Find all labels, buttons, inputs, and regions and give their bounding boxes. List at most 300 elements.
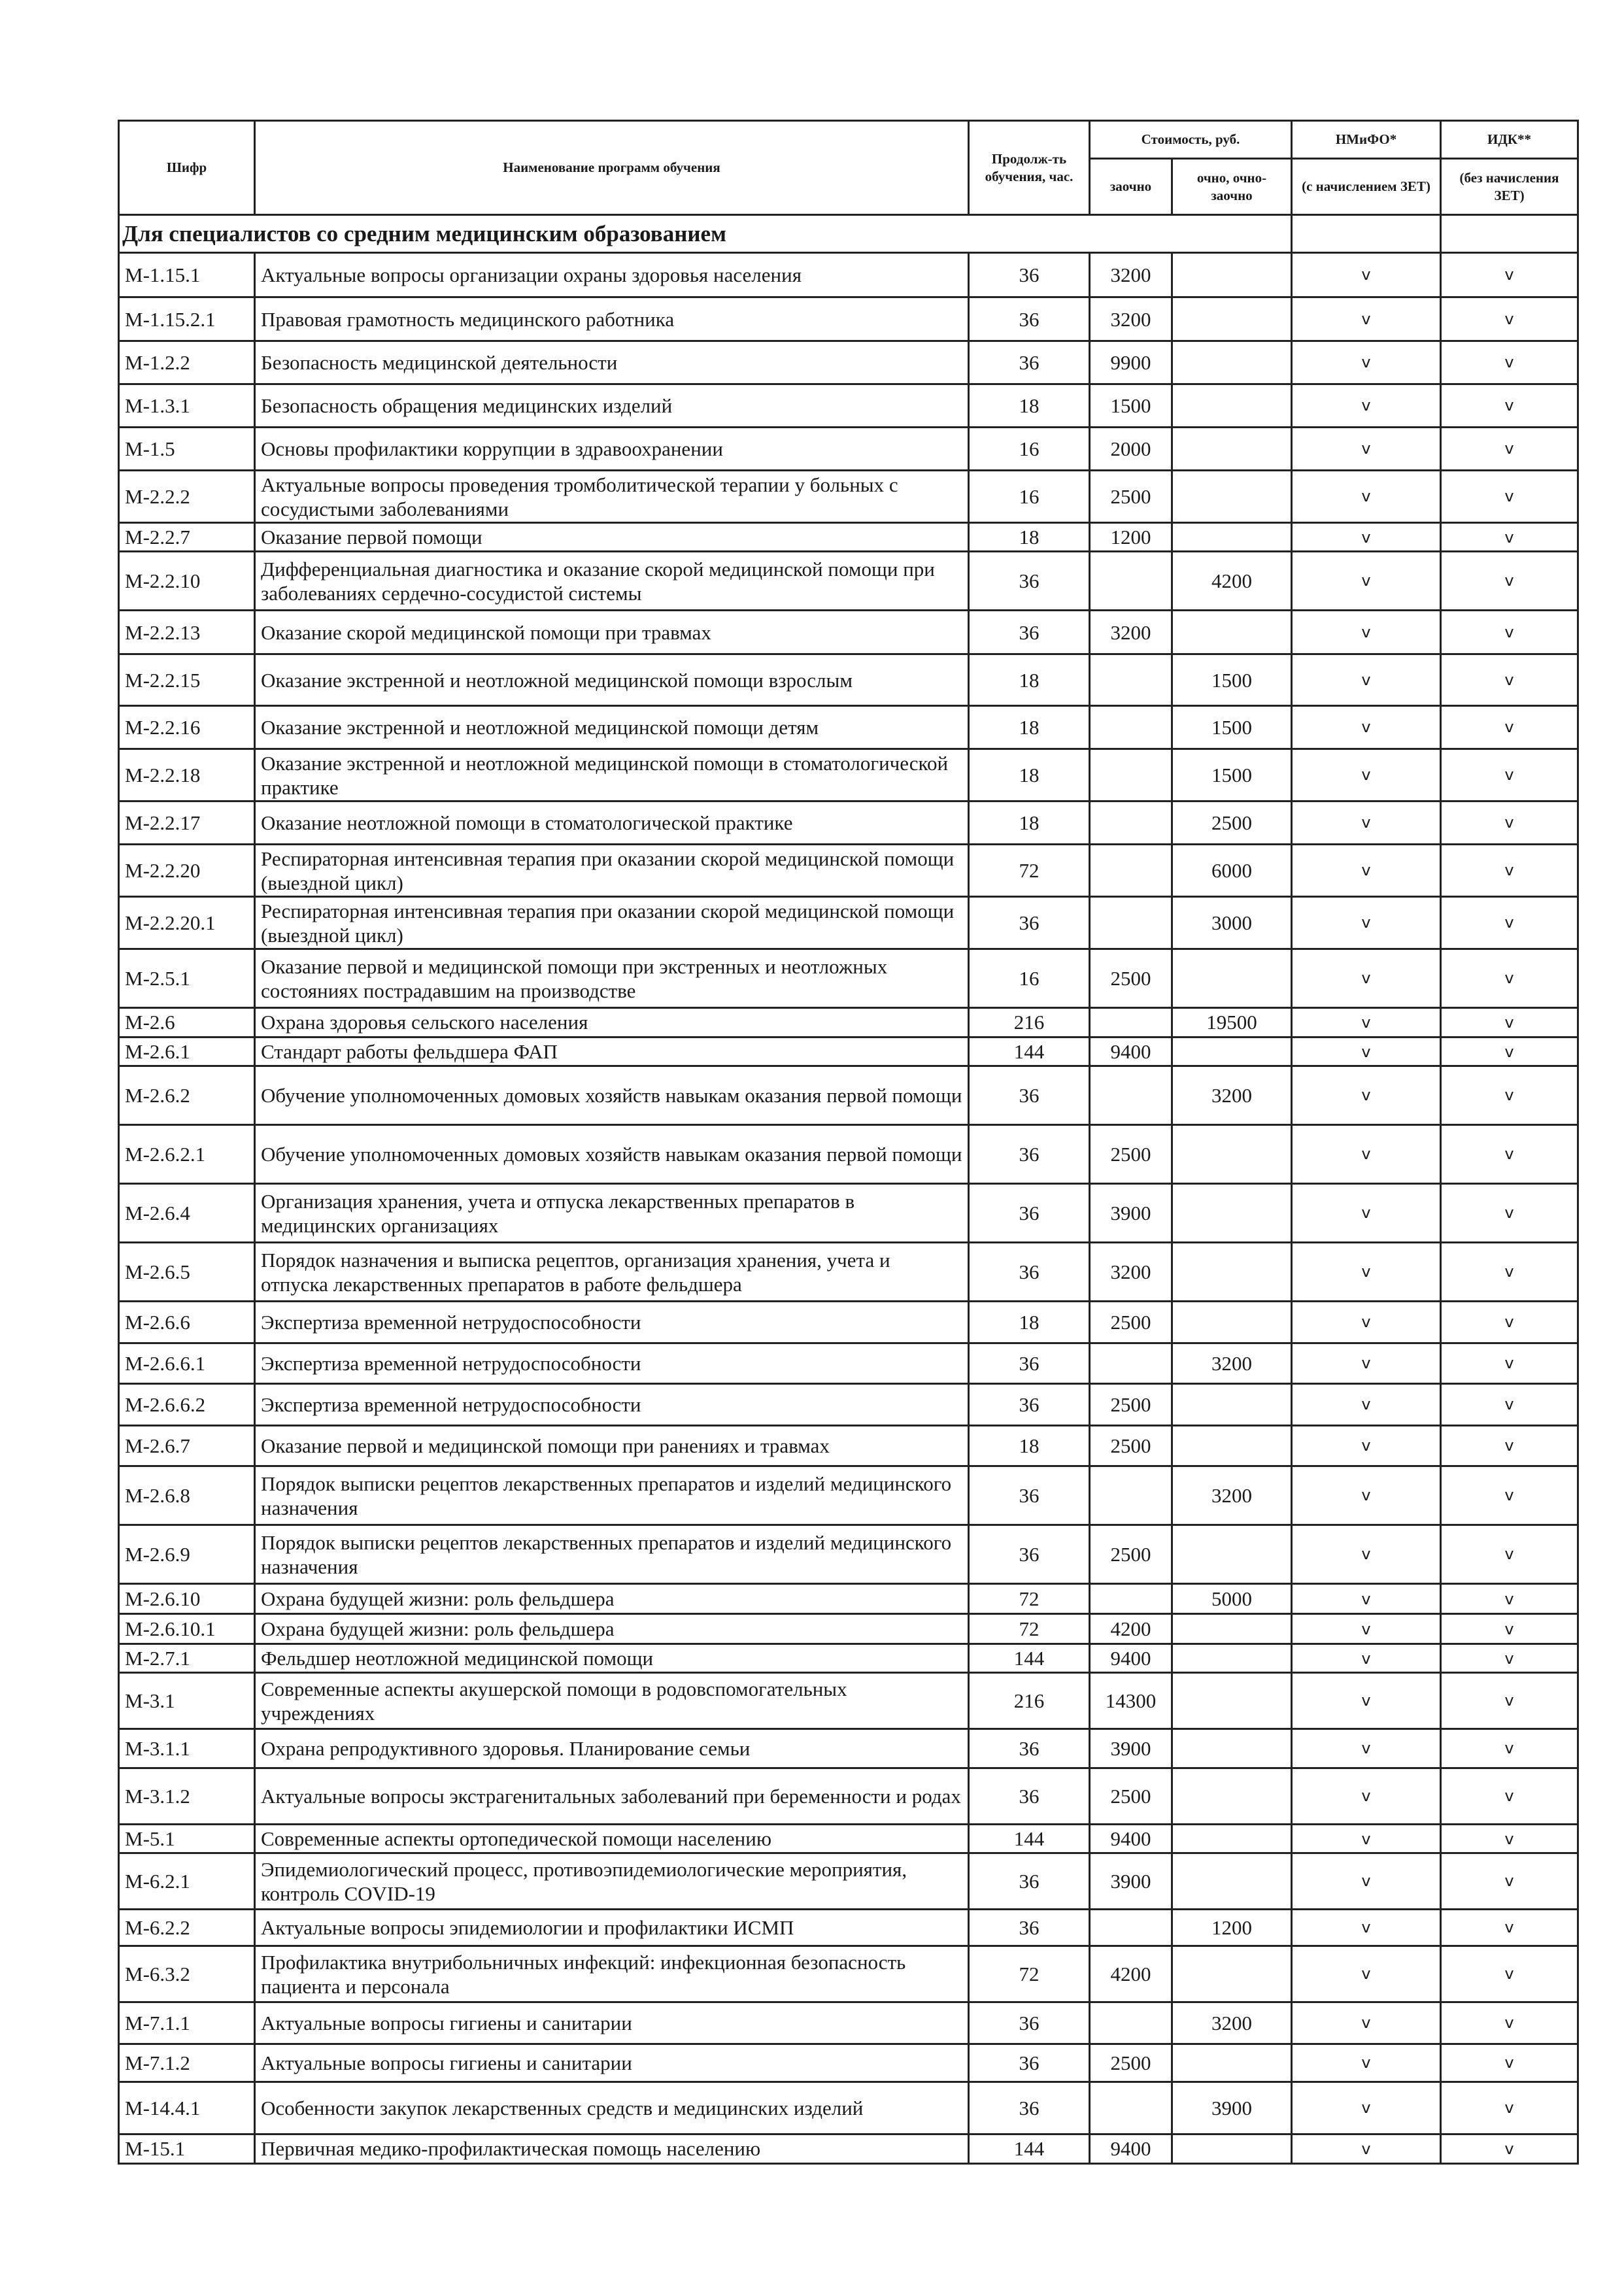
nmifo-check-mark: v [1292,1466,1441,1525]
table-row [119,1946,1578,2002]
nmifo-check-mark: v [1292,2082,1441,2134]
program-code: М-2.6.4 [119,1184,255,1243]
cost-zaochno: 3200 [1090,297,1172,341]
cost-ochno-zaochno [1172,1384,1292,1426]
program-name: Оказание первой помощи [255,523,969,552]
program-code: М-6.2.1 [119,1853,255,1910]
nmifo-check-mark: v [1292,1426,1441,1466]
table-row [119,1066,1578,1125]
idk-check-mark: v [1441,297,1578,341]
program-code: М-2.6.6 [119,1302,255,1343]
program-name: Респираторная интенсивная терапия при оказании скорой медицинской помощи (выездной цикл) [255,845,969,897]
program-name: Респираторная интенсивная терапия при оказании скорой медицинской помощи (выездной цикл) [255,897,969,949]
nmifo-check-mark: v [1292,1614,1441,1644]
idk-check-mark: v [1441,1384,1578,1426]
cost-zaochno: 3900 [1090,1184,1172,1243]
cost-zaochno [1090,706,1172,749]
idk-check-mark: v [1441,1466,1578,1525]
idk-check-mark: v [1441,384,1578,428]
cost-ochno-zaochno: 19500 [1172,1008,1292,1037]
table-row [119,384,1578,428]
table-row [119,2082,1578,2134]
program-name: Охрана будущей жизни: роль фельдшера [255,1614,969,1644]
program-name: Оказание скорой медицинской помощи при травмах [255,611,969,654]
cost-ochno-zaochno [1172,523,1292,552]
cost-ochno-zaochno: 3200 [1172,1343,1292,1384]
cost-zaochno: 2000 [1090,428,1172,471]
program-code: М-6.2.2 [119,1910,255,1946]
program-code: М-3.1 [119,1673,255,1729]
idk-check-mark: v [1441,1184,1578,1243]
program-code: М-2.2.17 [119,801,255,845]
program-name: Фельдшер неотложной медицинской помощи [255,1644,969,1673]
program-name: Безопасность медицинской деятельности [255,341,969,384]
idk-check-mark: v [1441,1037,1578,1066]
cost-ochno-zaochno [1172,949,1292,1008]
idk-check-mark: v [1441,523,1578,552]
cost-zaochno: 9400 [1090,1644,1172,1673]
program-name: Порядок выписки рецептов лекарственных препаратов и изделий медицинского назначения [255,1525,969,1584]
idk-check-mark: v [1441,1066,1578,1125]
cost-ochno-zaochno [1172,1614,1292,1644]
cost-zaochno [1090,897,1172,949]
program-name: Дифференциальная диагностика и оказание скорой медицинской помощи при заболеваниях сердечно-сосудистой системы [255,552,969,611]
nmifo-check-mark: v [1292,1644,1441,1673]
program-code: М-2.6.1 [119,1037,255,1066]
program-code: М-2.6.7 [119,1426,255,1466]
cost-zaochno: 2500 [1090,2044,1172,2082]
header-duration: Продолж-ть обучения, час. [969,121,1090,215]
nmifo-check-mark: v [1292,1302,1441,1343]
table-row [119,2002,1578,2044]
cost-ochno-zaochno: 1500 [1172,706,1292,749]
nmifo-check-mark: v [1292,1910,1441,1946]
header-cost-ochno-zaochno: очно, очно-заочно [1172,159,1292,215]
idk-check-mark: v [1441,749,1578,801]
program-hours: 36 [969,1384,1090,1426]
cost-zaochno: 2500 [1090,1384,1172,1426]
idk-check-mark: v [1441,1946,1578,2002]
idk-check-mark: v [1441,897,1578,949]
section-empty-cell [1441,215,1578,253]
table-row [119,1768,1578,1825]
cost-zaochno [1090,1066,1172,1125]
program-name: Оказание первой и медицинской помощи при экстренных и неотложных состояниях пострадавшим на производстве [255,949,969,1008]
program-hours: 36 [969,1343,1090,1384]
cost-zaochno: 3200 [1090,611,1172,654]
nmifo-check-mark: v [1292,2134,1441,2164]
cost-ochno-zaochno [1172,1853,1292,1910]
nmifo-check-mark: v [1292,706,1441,749]
idk-check-mark: v [1441,1243,1578,1302]
program-hours: 144 [969,2134,1090,2164]
program-hours: 36 [969,1184,1090,1243]
idk-check-mark: v [1441,949,1578,1008]
program-code: М-2.6.6.1 [119,1343,255,1384]
table-row [119,1729,1578,1768]
idk-check-mark: v [1441,428,1578,471]
program-name: Актуальные вопросы гигиены и санитарии [255,2044,969,2082]
nmifo-check-mark: v [1292,1946,1441,2002]
table-row [119,897,1578,949]
program-code: М-2.2.18 [119,749,255,801]
nmifo-check-mark: v [1292,1384,1441,1426]
program-name: Актуальные вопросы эпидемиологии и профилактики ИСМП [255,1910,969,1946]
nmifo-check-mark: v [1292,1243,1441,1302]
cost-zaochno: 9900 [1090,341,1172,384]
program-hours: 18 [969,1302,1090,1343]
idk-check-mark: v [1441,552,1578,611]
cost-ochno-zaochno: 6000 [1172,845,1292,897]
program-code: М-2.5.1 [119,949,255,1008]
cost-zaochno: 2500 [1090,471,1172,523]
cost-zaochno: 2500 [1090,1525,1172,1584]
program-name: Оказание первой и медицинской помощи при ранениях и травмах [255,1426,969,1466]
program-hours: 36 [969,2082,1090,2134]
program-hours: 216 [969,1673,1090,1729]
idk-check-mark: v [1441,1525,1578,1584]
cost-ochno-zaochno [1172,1525,1292,1584]
program-hours: 18 [969,523,1090,552]
program-hours: 36 [969,1125,1090,1184]
table-row [119,801,1578,845]
idk-check-mark: v [1441,1008,1578,1037]
cost-zaochno: 1500 [1090,384,1172,428]
program-code: М-14.4.1 [119,2082,255,2134]
table-row [119,1825,1578,1853]
program-code: М-2.6.10.1 [119,1614,255,1644]
nmifo-check-mark: v [1292,1673,1441,1729]
idk-check-mark: v [1441,471,1578,523]
cost-ochno-zaochno: 1200 [1172,1910,1292,1946]
program-code: М-15.1 [119,2134,255,2164]
program-code: М-2.2.13 [119,611,255,654]
idk-check-mark: v [1441,2082,1578,2134]
program-hours: 36 [969,253,1090,297]
cost-ochno-zaochno [1172,1768,1292,1825]
program-code: М-2.6.2.1 [119,1125,255,1184]
table-row [119,749,1578,801]
idk-check-mark: v [1441,1302,1578,1343]
cost-ochno-zaochno [1172,471,1292,523]
cost-zaochno: 9400 [1090,1825,1172,1853]
cost-ochno-zaochno [1172,384,1292,428]
cost-zaochno: 3200 [1090,1243,1172,1302]
nmifo-check-mark: v [1292,1066,1441,1125]
nmifo-check-mark: v [1292,845,1441,897]
program-hours: 72 [969,845,1090,897]
program-code: М-3.1.1 [119,1729,255,1768]
nmifo-check-mark: v [1292,611,1441,654]
cost-zaochno: 9400 [1090,1037,1172,1066]
program-name: Экспертиза временной нетрудоспособности [255,1343,969,1384]
nmifo-check-mark: v [1292,1825,1441,1853]
program-name: Оказание экстренной и неотложной медицинской помощи взрослым [255,654,969,706]
cost-zaochno [1090,654,1172,706]
program-code: М-1.2.2 [119,341,255,384]
program-hours: 36 [969,297,1090,341]
nmifo-check-mark: v [1292,654,1441,706]
cost-zaochno: 4200 [1090,1614,1172,1644]
table-row [119,1673,1578,1729]
program-code: М-2.2.2 [119,471,255,523]
program-name: Порядок назначения и выписка рецептов, организация хранения, учета и отпуска лекарственных препаратов в работе фельдшера [255,1243,969,1302]
cost-zaochno: 2500 [1090,1125,1172,1184]
cost-zaochno: 4200 [1090,1946,1172,2002]
program-hours: 16 [969,471,1090,523]
program-hours: 18 [969,801,1090,845]
program-hours: 36 [969,1243,1090,1302]
program-name: Актуальные вопросы экстрагенитальных заболеваний при беременности и родах [255,1768,969,1825]
idk-check-mark: v [1441,1825,1578,1853]
cost-ochno-zaochno [1172,1243,1292,1302]
cost-ochno-zaochno [1172,297,1292,341]
program-name: Экспертиза временной нетрудоспособности [255,1384,969,1426]
nmifo-check-mark: v [1292,1525,1441,1584]
cost-zaochno [1090,2002,1172,2044]
program-hours: 36 [969,1768,1090,1825]
idk-check-mark: v [1441,1768,1578,1825]
program-name: Стандарт работы фельдшера ФАП [255,1037,969,1066]
program-code: М-2.2.15 [119,654,255,706]
program-name: Экспертиза временной нетрудоспособности [255,1302,969,1343]
header-idk: ИДК** [1441,121,1578,159]
cost-ochno-zaochno [1172,2044,1292,2082]
program-hours: 16 [969,949,1090,1008]
program-hours: 72 [969,1946,1090,2002]
cost-zaochno [1090,1008,1172,1037]
nmifo-check-mark: v [1292,1125,1441,1184]
program-name: Организация хранения, учета и отпуска лекарственных препаратов в медицинских организациях [255,1184,969,1243]
program-hours: 36 [969,611,1090,654]
nmifo-check-mark: v [1292,801,1441,845]
nmifo-check-mark: v [1292,949,1441,1008]
program-hours: 144 [969,1037,1090,1066]
cost-ochno-zaochno: 3200 [1172,1466,1292,1525]
idk-check-mark: v [1441,1673,1578,1729]
program-code: М-2.6.8 [119,1466,255,1525]
table-row [119,1184,1578,1243]
idk-check-mark: v [1441,706,1578,749]
nmifo-check-mark: v [1292,1729,1441,1768]
program-hours: 36 [969,2044,1090,2082]
cost-ochno-zaochno: 3200 [1172,1066,1292,1125]
program-code: М-2.2.20.1 [119,897,255,949]
idk-check-mark: v [1441,253,1578,297]
program-name: Первичная медико-профилактическая помощь населению [255,2134,969,2164]
header-cost: Стоимость, руб. [1090,121,1292,159]
program-name: Порядок выписки рецептов лекарственных препаратов и изделий медицинского назначения [255,1466,969,1525]
cost-ochno-zaochno [1172,1184,1292,1243]
nmifo-check-mark: v [1292,1343,1441,1384]
program-code: М-5.1 [119,1825,255,1853]
program-code: М-2.6.6.2 [119,1384,255,1426]
program-code: М-1.15.1 [119,253,255,297]
program-code: М-2.2.20 [119,845,255,897]
cost-ochno-zaochno [1172,1644,1292,1673]
table-row [119,428,1578,471]
program-code: М-7.1.1 [119,2002,255,2044]
nmifo-check-mark: v [1292,1584,1441,1614]
nmifo-check-mark: v [1292,428,1441,471]
idk-check-mark: v [1441,1125,1578,1184]
table-row [119,1584,1578,1614]
program-name: Актуальные вопросы организации охраны здоровья населения [255,253,969,297]
cost-zaochno: 3900 [1090,1853,1172,1910]
cost-zaochno: 9400 [1090,2134,1172,2164]
program-hours: 36 [969,1853,1090,1910]
program-hours: 18 [969,706,1090,749]
idk-check-mark: v [1441,1584,1578,1614]
cost-ochno-zaochno: 4200 [1172,552,1292,611]
nmifo-check-mark: v [1292,341,1441,384]
program-name: Профилактика внутрибольничных инфекций: инфекционная безопасность пациента и персонала [255,1946,969,2002]
cost-ochno-zaochno [1172,1946,1292,2002]
nmifo-check-mark: v [1292,523,1441,552]
table-row [119,1614,1578,1644]
cost-ochno-zaochno [1172,2134,1292,2164]
program-name: Охрана будущей жизни: роль фельдшера [255,1584,969,1614]
cost-zaochno: 2500 [1090,1426,1172,1466]
cost-zaochno [1090,1910,1172,1946]
nmifo-check-mark: v [1292,1008,1441,1037]
program-hours: 144 [969,1644,1090,1673]
cost-zaochno: 3200 [1090,253,1172,297]
table-row [119,523,1578,552]
table-row [119,1853,1578,1910]
idk-check-mark: v [1441,2134,1578,2164]
table-row [119,552,1578,611]
cost-ochno-zaochno: 3000 [1172,897,1292,949]
program-name: Современные аспекты акушерской помощи в родовспомогательных учреждениях [255,1673,969,1729]
program-code: М-2.6 [119,1008,255,1037]
table-row [119,949,1578,1008]
idk-check-mark: v [1441,1644,1578,1673]
program-name: Оказание неотложной помощи в стоматологической практике [255,801,969,845]
cost-ochno-zaochno: 1500 [1172,654,1292,706]
cost-ochno-zaochno [1172,1729,1292,1768]
nmifo-check-mark: v [1292,1768,1441,1825]
idk-check-mark: v [1441,611,1578,654]
nmifo-check-mark: v [1292,897,1441,949]
header-nmifo-sub: (с начислением ЗЕТ) [1292,159,1441,215]
cost-zaochno: 2500 [1090,1768,1172,1825]
table-row [119,1302,1578,1343]
program-hours: 36 [969,1910,1090,1946]
program-name: Обучение уполномоченных домовых хозяйств навыкам оказания первой помощи [255,1125,969,1184]
idk-check-mark: v [1441,654,1578,706]
nmifo-check-mark: v [1292,2002,1441,2044]
idk-check-mark: v [1441,1910,1578,1946]
cost-ochno-zaochno: 5000 [1172,1584,1292,1614]
table-row [119,706,1578,749]
program-hours: 36 [969,552,1090,611]
cost-ochno-zaochno [1172,1825,1292,1853]
cost-zaochno: 3900 [1090,1729,1172,1768]
idk-check-mark: v [1441,1614,1578,1644]
cost-ochno-zaochno [1172,1302,1292,1343]
cost-ochno-zaochno [1172,1125,1292,1184]
program-hours: 16 [969,428,1090,471]
table-row [119,2134,1578,2164]
table-row [119,611,1578,654]
program-hours: 36 [969,1066,1090,1125]
program-code: М-6.3.2 [119,1946,255,2002]
table-row [119,1008,1578,1037]
cost-zaochno [1090,2082,1172,2134]
section-row [119,215,1578,253]
nmifo-check-mark: v [1292,1037,1441,1066]
program-code: М-1.5 [119,428,255,471]
program-code: М-2.2.7 [119,523,255,552]
idk-check-mark: v [1441,1343,1578,1384]
program-code: М-7.1.2 [119,2044,255,2082]
section-title: Для специалистов со средним медицинским образованием [119,215,1292,253]
nmifo-check-mark: v [1292,1184,1441,1243]
cost-zaochno [1090,749,1172,801]
table-row [119,1384,1578,1426]
program-hours: 72 [969,1584,1090,1614]
header-code: Шифр [119,121,255,215]
header-name: Наименование программ обучения [255,121,969,215]
table-row [119,297,1578,341]
program-name: Эпидемиологический процесс, противоэпидемиологические мероприятия, контроль COVID-19 [255,1853,969,1910]
program-code: М-2.6.2 [119,1066,255,1125]
program-name: Охрана репродуктивного здоровья. Планирование семьи [255,1729,969,1768]
nmifo-check-mark: v [1292,384,1441,428]
cost-ochno-zaochno [1172,428,1292,471]
program-name: Оказание экстренной и неотложной медицинской помощи детям [255,706,969,749]
idk-check-mark: v [1441,341,1578,384]
cost-zaochno [1090,801,1172,845]
cost-zaochno [1090,1584,1172,1614]
program-name: Основы профилактики коррупции в здравоохранении [255,428,969,471]
program-hours: 18 [969,1426,1090,1466]
idk-check-mark: v [1441,1426,1578,1466]
program-code: М-2.6.10 [119,1584,255,1614]
cost-ochno-zaochno: 2500 [1172,801,1292,845]
header-nmifo: НМиФО* [1292,121,1441,159]
program-hours: 36 [969,341,1090,384]
program-code: М-2.2.16 [119,706,255,749]
program-hours: 36 [969,1525,1090,1584]
nmifo-check-mark: v [1292,749,1441,801]
program-hours: 18 [969,384,1090,428]
nmifo-check-mark: v [1292,2044,1441,2082]
table-row [119,1525,1578,1584]
program-hours: 36 [969,1466,1090,1525]
program-code: М-2.2.10 [119,552,255,611]
program-hours: 72 [969,1614,1090,1644]
cost-zaochno: 2500 [1090,1302,1172,1343]
program-hours: 18 [969,654,1090,706]
program-name: Оказание экстренной и неотложной медицинской помощи в стоматологической практике [255,749,969,801]
program-code: М-2.6.5 [119,1243,255,1302]
program-name: Безопасность обращения медицинских изделий [255,384,969,428]
program-code: М-2.7.1 [119,1644,255,1673]
table-row [119,1426,1578,1466]
cost-ochno-zaochno: 3200 [1172,2002,1292,2044]
table-row [119,1343,1578,1384]
idk-check-mark: v [1441,2002,1578,2044]
program-code: М-1.3.1 [119,384,255,428]
program-hours: 36 [969,897,1090,949]
program-name: Обучение уполномоченных домовых хозяйств навыкам оказания первой помощи [255,1066,969,1125]
cost-zaochno: 2500 [1090,949,1172,1008]
table-row [119,1125,1578,1184]
table-header [119,121,1578,215]
cost-ochno-zaochno: 3900 [1172,2082,1292,2134]
